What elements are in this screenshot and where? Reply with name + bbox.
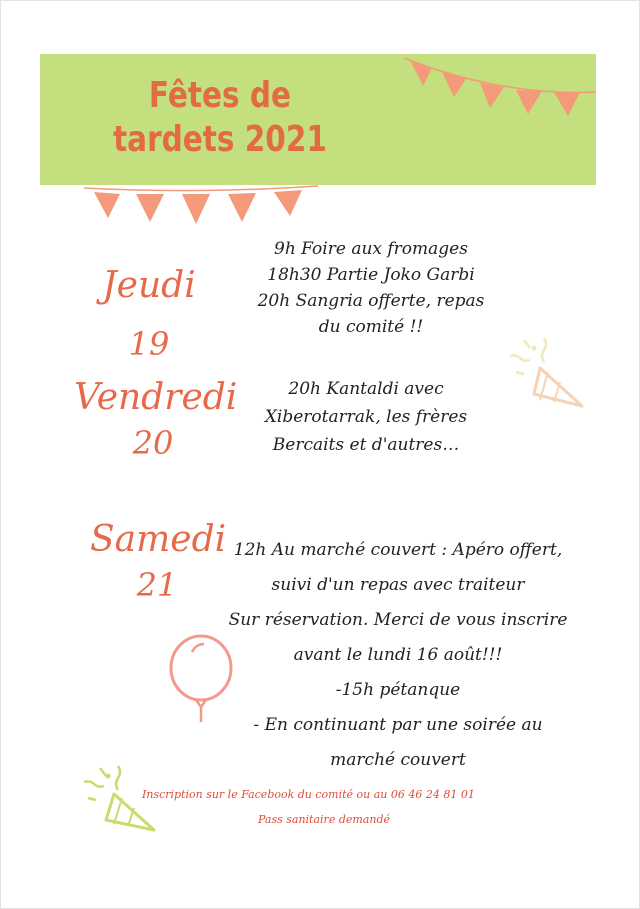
event-item: Xiberotarrak, les frères: [264, 407, 468, 427]
event-item: 20h Kantaldi avec: [288, 379, 444, 399]
day-number-vendredi: 20: [132, 424, 174, 462]
event-item: 20h Sangria offerte, repas: [257, 291, 485, 311]
poster-title: [72, 74, 367, 162]
bunting-icon: [82, 184, 322, 240]
bunting-icon: [402, 52, 598, 126]
party-popper-icon: [504, 334, 588, 410]
event-item: - En continuant par une soirée au: [253, 715, 543, 735]
event-item: 9h Foire aux fromages: [274, 239, 468, 259]
event-item: du comité !!: [318, 317, 424, 337]
day-name-vendredi: Vendredi: [74, 377, 238, 418]
event-item: 12h Au marché couvert : Apéro offert,: [233, 540, 563, 560]
event-item: marché couvert: [330, 750, 466, 770]
events-jeudi: [250, 236, 492, 340]
events-samedi: [224, 533, 572, 778]
balloon-icon: [166, 634, 236, 724]
footer-inscription: Inscription sur le Facebook du comité ou au 06 46 24 81 01: [142, 788, 475, 801]
event-item: suivi d'un repas avec traiteur: [271, 575, 525, 595]
events-vendredi: [245, 375, 487, 459]
day-name-jeudi: Jeudi: [102, 265, 196, 306]
day-number-samedi: 21: [136, 566, 178, 604]
event-item: -15h pétanque: [335, 680, 461, 700]
footer-pass-sanitaire: Pass sanitaire demandé: [258, 813, 390, 826]
day-number-jeudi: 19: [128, 325, 170, 363]
event-item: Sur réservation. Merci de vous inscrire: [228, 610, 568, 630]
event-item: avant le lundi 16 août!!!: [293, 645, 503, 665]
title-line-2: tardets 2021: [113, 119, 327, 160]
day-name-samedi: Samedi: [90, 519, 227, 560]
title-line-1: Fêtes de: [148, 75, 292, 116]
event-item: Bercaits et d'autres…: [272, 435, 460, 455]
event-item: 18h30 Partie Joko Garbi: [267, 265, 475, 285]
